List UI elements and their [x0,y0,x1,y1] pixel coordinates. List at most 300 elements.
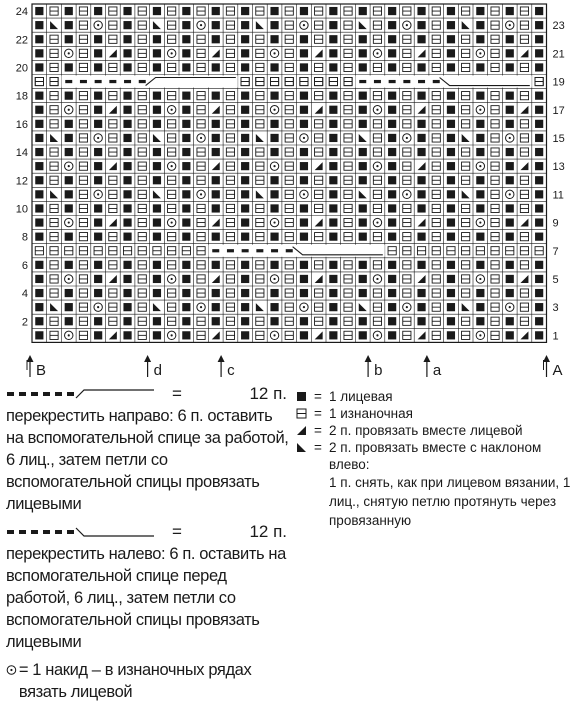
knit-stitch-cell [388,331,396,339]
knit-stitch-cell [153,7,161,15]
knit-stitch-cell [94,331,102,339]
knit-stitch-cell [123,35,131,43]
knit-stitch-cell [388,218,396,226]
knit-stitch-cell [241,35,249,43]
knit-stitch-cell [182,148,190,156]
knit-stitch-cell [506,275,514,283]
knit-stitch-cell [506,35,514,43]
ssk-triangle-icon [296,442,307,453]
knit-stitch-cell [535,21,543,29]
row-number-left: 16 [15,118,28,131]
knit-stitch-cell [476,289,484,297]
knit-stitch-cell [300,49,308,57]
knit-stitch-cell [182,106,190,114]
knit-stitch-cell [388,21,396,29]
repeat-marker-b [27,355,47,379]
knit-stitch-cell [535,7,543,15]
knit-stitch-cell [270,190,278,198]
knit-stitch-cell [506,261,514,269]
knit-stitch-cell [300,35,308,43]
knit-stitch-cell [212,134,220,142]
knit-stitch-cell [506,317,514,325]
knit-stitch-cell [359,148,367,156]
knit-stitch-cell [182,63,190,71]
knit-stitch-cell [388,49,396,57]
knit-stitch-cell [476,317,484,325]
knit-stitch-cell [35,176,43,184]
knit-stitch-cell [447,204,455,212]
knit-stitch-cell [123,289,131,297]
knit-stitch-cell [300,317,308,325]
knit-stitch-cell [212,289,220,297]
knit-stitch-cell [417,148,425,156]
key-text: 2 п. провязать вместе лицевой [329,423,523,438]
yarn-over-text: = 1 накид – в изнаночных рядах вязать лицевой [18,661,252,701]
knit-stitch-cell [212,35,220,43]
knit-stitch-cell [94,204,102,212]
row-number-right: 7 [552,245,559,258]
knit-stitch-cell [329,317,337,325]
knit-stitch-cell [329,63,337,71]
knit-stitch-cell [388,63,396,71]
repeat-marker-a [423,355,442,379]
knit-stitch-cell [212,317,220,325]
knit-stitch-cell [35,317,43,325]
knit-stitch-cell [329,261,337,269]
knit-stitch-cell [123,92,131,100]
knit-stitch-cell [212,261,220,269]
knit-stitch-cell [270,317,278,325]
knit-stitch-cell [123,148,131,156]
knit-stitch-cell [388,35,396,43]
knit-stitch-cell [123,331,131,339]
knit-stitch-cell [65,261,73,269]
knit-stitch-cell [476,190,484,198]
knit-stitch-cell [476,176,484,184]
knit-stitch-cell [35,275,43,283]
knit-stitch-cell [535,35,543,43]
knit-stitch-cell [35,190,43,198]
knit-stitch-cell [300,120,308,128]
knit-stitch-cell [241,63,249,71]
knit-stitch-cell [447,303,455,311]
knit-stitch-cell [241,331,249,339]
knit-stitch-cell [212,303,220,311]
knit-stitch-cell [123,204,131,212]
knit-stitch-cell [417,233,425,241]
knit-stitch-cell [447,120,455,128]
knit-stitch-cell [329,49,337,57]
knit-stitch-cell [182,331,190,339]
knit-stitch-cell [182,7,190,15]
knit-stitch-cell [241,233,249,241]
row-number-right: 3 [552,302,559,315]
knit-stitch-cell [388,317,396,325]
knit-stitch-cell [300,63,308,71]
knit-stitch-cell [65,317,73,325]
knit-stitch-cell [447,233,455,241]
knit-stitch-cell [535,63,543,71]
knit-stitch-cell [417,176,425,184]
row-number-right: 17 [552,104,565,117]
knit-stitch-cell [300,261,308,269]
knit-stitch-cell [388,204,396,212]
knit-stitch-cell [359,331,367,339]
knit-stitch-cell [270,303,278,311]
knit-stitch-cell [359,317,367,325]
knit-stitch-cell [359,92,367,100]
cable-cross-cell [61,76,237,88]
knit-stitch-cell [388,7,396,15]
knit-stitch-cell [447,21,455,29]
knit-stitch-cell [388,190,396,198]
repeat-marker-b [365,355,383,379]
knit-stitch-cell [35,331,43,339]
knit-stitch-cell [123,218,131,226]
knit-stitch-cell [447,275,455,283]
knit-stitch-cell [65,63,73,71]
knit-stitch-cell [300,106,308,114]
knit-stitch-cell [270,204,278,212]
knit-stitch-cell [35,120,43,128]
knit-stitch-cell [417,289,425,297]
knit-stitch-cell [94,176,102,184]
key-row [296,388,573,405]
cable-cross-cell [208,245,384,257]
knit-stitch-cell [182,233,190,241]
knit-stitch-cell [359,176,367,184]
knit-stitch-cell [359,162,367,170]
knit-stitch-cell [359,275,367,283]
row-number-left: 4 [21,288,28,301]
row-number-right: 9 [552,217,559,230]
key-row [296,439,573,473]
knit-stitch-cell [535,134,543,142]
repeat-marker-d [144,355,162,379]
knit-stitch-cell [476,63,484,71]
knit-stitch-cell [94,92,102,100]
knit-stitch-cell [506,120,514,128]
knit-stitch-cell [241,21,249,29]
knit-stitch-cell [417,63,425,71]
knit-stitch-cell [300,148,308,156]
knit-stitch-cell [388,233,396,241]
knit-stitch-cell [329,134,337,142]
knit-stitch-cell [182,162,190,170]
knit-stitch-cell [506,204,514,212]
knit-stitch-cell [329,176,337,184]
knit-stitch-cell [94,7,102,15]
knit-stitch-cell [270,35,278,43]
knit-stitch-cell [359,261,367,269]
knit-stitch-cell [359,35,367,43]
knit-stitch-cell [212,176,220,184]
knit-stitch-cell [329,7,337,15]
svg-text:A: A [552,362,563,379]
knit-stitch-cell [212,190,220,198]
knit-stitch-cell [447,261,455,269]
key-text: 1 изнаночная [329,406,413,421]
knit-stitch-cell [476,92,484,100]
knit-stitch-cell [388,92,396,100]
knit-stitch-cell [123,233,131,241]
knit-stitch-cell [447,49,455,57]
knit-stitch-cell [35,148,43,156]
key-equals: = [314,440,322,455]
repeat-marker-c [218,355,236,379]
knit-stitch-cell [388,261,396,269]
knit-square-icon [296,391,307,402]
knit-stitch-cell [388,275,396,283]
knit-stitch-cell [94,49,102,57]
knit-stitch-cell [417,317,425,325]
knit-stitch-cell [35,233,43,241]
knit-stitch-cell [241,7,249,15]
knit-stitch-cell [417,7,425,15]
knit-stitch-cell [506,63,514,71]
knit-stitch-cell [123,49,131,57]
knit-stitch-cell [417,190,425,198]
knit-stitch-cell [65,289,73,297]
knit-stitch-cell [329,233,337,241]
svg-text:c: c [227,362,235,379]
knit-stitch-cell [65,148,73,156]
knit-stitch-cell [65,204,73,212]
row-number-left: 8 [21,231,28,244]
knit-stitch-cell [476,233,484,241]
knit-stitch-cell [535,303,543,311]
row-number-right: 5 [552,273,559,286]
cable-left-description: перекрестить налево: 6 п. оставить на вспомогательной спице перед работой, 6 лиц., затем петли со вспомогательной спицы провязать лицевыми [6,545,286,651]
svg-text:a: a [432,362,442,379]
knit-stitch-cell [212,148,220,156]
knit-stitch-cell [212,63,220,71]
knit-stitch-cell [153,63,161,71]
knit-stitch-cell [182,289,190,297]
knit-stitch-cell [241,218,249,226]
knit-stitch-cell [329,303,337,311]
knit-stitch-cell [241,261,249,269]
knit-stitch-cell [300,92,308,100]
knit-stitch-cell [35,92,43,100]
yarn-over-legend [6,659,291,703]
knit-stitch-cell [212,233,220,241]
knit-stitch-cell [270,21,278,29]
knit-stitch-cell [123,7,131,15]
knit-stitch-cell [506,233,514,241]
knit-stitch-cell [94,162,102,170]
row-number-right: 11 [552,189,564,202]
knit-stitch-cell [417,303,425,311]
knit-stitch-cell [388,162,396,170]
knit-stitch-cell [329,92,337,100]
symbol-key [296,388,573,530]
knit-stitch-cell [65,7,73,15]
knit-stitch-cell [241,92,249,100]
knit-stitch-cell [476,134,484,142]
knit-stitch-cell [506,106,514,114]
row-number-left: 6 [21,259,28,272]
knit-stitch-cell [182,176,190,184]
cable-right-description: перекрестить направо: 6 п. оставить на вспомогательной спице за работой, 6 лиц., затем петли со вспомогательной спицы провязать лицевыми [6,407,289,513]
knit-stitch-cell [94,275,102,283]
row-number-right: 1 [552,330,559,343]
knit-stitch-cell [94,106,102,114]
knit-stitch-cell [388,134,396,142]
knit-stitch-cell [417,134,425,142]
knit-stitch-cell [270,134,278,142]
knit-stitch-cell [329,204,337,212]
knit-stitch-cell [535,106,543,114]
knit-stitch-cell [241,176,249,184]
knit-stitch-cell [65,21,73,29]
knit-stitch-cell [447,331,455,339]
knit-stitch-cell [447,63,455,71]
knit-stitch-cell [212,204,220,212]
knit-stitch-cell [447,317,455,325]
knit-stitch-cell [182,218,190,226]
knit-stitch-cell [35,134,43,142]
knit-stitch-cell [329,218,337,226]
knit-stitch-cell [270,148,278,156]
knit-stitch-cell [417,92,425,100]
knit-stitch-cell [153,120,161,128]
knit-stitch-cell [535,49,543,57]
knit-stitch-cell [182,317,190,325]
knit-stitch-cell [182,261,190,269]
knit-stitch-cell [300,289,308,297]
knit-stitch-cell [35,162,43,170]
knit-stitch-cell [153,176,161,184]
knit-stitch-cell [359,289,367,297]
knit-stitch-cell [65,35,73,43]
knit-stitch-cell [123,134,131,142]
row-number-left: 10 [15,203,28,216]
knit-stitch-cell [182,303,190,311]
svg-text:B: B [36,362,47,379]
knit-stitch-cell [212,7,220,15]
key-equals: = [314,389,322,404]
knit-stitch-cell [153,317,161,325]
row-number-left: 2 [21,316,28,329]
row-number-left: 12 [15,175,28,188]
knit-stitch-cell [270,261,278,269]
k2tog-triangle-icon [296,425,307,436]
knit-stitch-cell [535,92,543,100]
knit-stitch-cell [241,106,249,114]
knit-stitch-cell [447,7,455,15]
knit-stitch-cell [359,120,367,128]
cable-left-row [6,521,291,543]
knit-stitch-cell [388,176,396,184]
knit-stitch-cell [270,289,278,297]
knit-stitch-cell [329,289,337,297]
knit-stitch-cell [329,120,337,128]
cable-right-value: 12 п. [249,384,287,403]
knit-stitch-cell [35,63,43,71]
knit-stitch-cell [94,289,102,297]
knit-stitch-cell [153,289,161,297]
knit-stitch-cell [123,162,131,170]
row-number-left: 18 [15,90,28,103]
knit-stitch-cell [65,176,73,184]
knit-stitch-cell [35,106,43,114]
knit-stitch-cell [153,275,161,283]
cable-right-row [6,383,291,405]
knit-stitch-cell [123,261,131,269]
key-text: 2 п. провязать вместе с наклоном влево: [329,440,542,472]
knit-stitch-cell [506,49,514,57]
knit-stitch-cell [447,92,455,100]
knit-stitch-cell [300,204,308,212]
knit-stitch-cell [182,120,190,128]
knit-stitch-cell [35,289,43,297]
cable-cross-right-icon [6,387,156,401]
knit-stitch-cell [153,162,161,170]
knit-stitch-cell [359,218,367,226]
key-continuation: 1 п. снять, как при лицевом вязании, 1 лиц., снятую петлю протянуть через провязанную [329,475,571,528]
knit-stitch-cell [153,331,161,339]
knit-stitch-cell [270,176,278,184]
row-number-left: 14 [15,147,28,160]
knit-stitch-cell [35,7,43,15]
knit-stitch-cell [300,7,308,15]
knit-stitch-cell [153,204,161,212]
knit-stitch-cell [182,49,190,57]
knit-stitch-cell [182,35,190,43]
key-equals: = [314,406,322,421]
knit-stitch-cell [535,233,543,241]
knit-stitch-cell [476,120,484,128]
knit-stitch-cell [182,21,190,29]
knit-stitch-cell [153,233,161,241]
knit-stitch-cell [359,7,367,15]
knit-stitch-cell [329,162,337,170]
knit-stitch-cell [329,21,337,29]
knit-stitch-cell [506,176,514,184]
knit-stitch-cell [388,303,396,311]
knit-stitch-cell [535,204,543,212]
knit-stitch-cell [153,261,161,269]
knit-stitch-cell [447,106,455,114]
knit-stitch-cell [417,261,425,269]
knit-stitch-cell [476,7,484,15]
knit-stitch-cell [329,35,337,43]
knit-stitch-cell [94,317,102,325]
key-row [296,422,573,439]
knit-stitch-cell [65,120,73,128]
knit-stitch-cell [417,21,425,29]
knit-stitch-cell [506,289,514,297]
knit-stitch-cell [182,134,190,142]
knit-stitch-cell [182,190,190,198]
row-number-right: 23 [552,20,565,33]
knit-stitch-cell [123,63,131,71]
knit-stitch-cell [359,106,367,114]
knit-stitch-cell [270,63,278,71]
knit-stitch-cell [94,233,102,241]
knit-stitch-cell [300,233,308,241]
knit-stitch-cell [241,162,249,170]
knit-stitch-cell [182,204,190,212]
knit-stitch-cell [35,21,43,29]
knit-stitch-cell [153,92,161,100]
knit-stitch-cell [447,218,455,226]
row-number-right: 21 [552,48,565,61]
knit-stitch-cell [123,21,131,29]
knit-stitch-cell [535,148,543,156]
knit-stitch-cell [476,35,484,43]
